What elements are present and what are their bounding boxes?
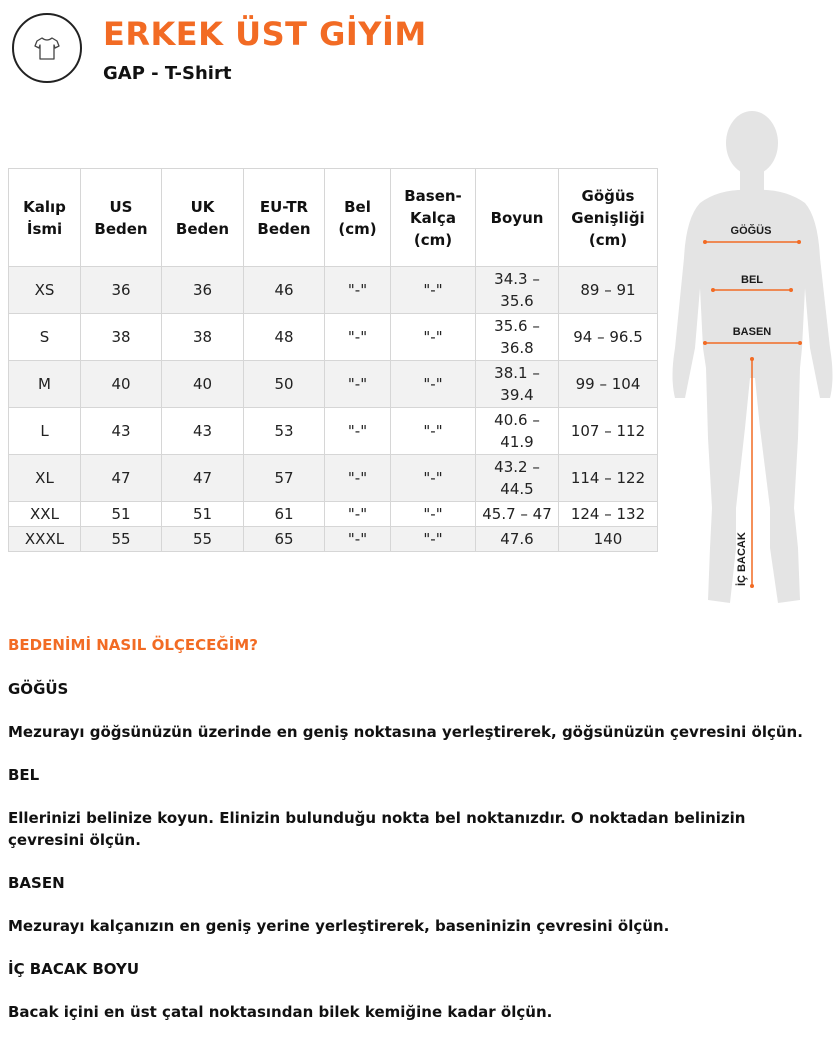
- column-header-eu-tr: EU-TR Beden: [244, 169, 325, 267]
- cell-hip: "-": [391, 267, 476, 314]
- cell-us-size: 43: [81, 408, 162, 455]
- table-row: [9, 361, 658, 408]
- cell-eu-tr-size: 61: [244, 502, 325, 527]
- cell-size-name: L: [9, 408, 81, 455]
- cell-us-size: 51: [81, 502, 162, 527]
- table-row: [9, 267, 658, 314]
- cell-waist: "-": [325, 455, 391, 502]
- cell-uk-size: 47: [162, 455, 244, 502]
- cell-eu-tr-size: 53: [244, 408, 325, 455]
- cell-hip: "-": [391, 408, 476, 455]
- tshirt-icon: [33, 34, 61, 62]
- cell-waist: "-": [325, 361, 391, 408]
- cell-waist: "-": [325, 408, 391, 455]
- column-header-neck: Boyun: [476, 169, 559, 267]
- cell-hip: "-": [391, 502, 476, 527]
- cell-size-name: XL: [9, 455, 81, 502]
- cell-eu-tr-size: 48: [244, 314, 325, 361]
- cell-neck: 47.6: [476, 527, 559, 552]
- product-subtitle: GAP - T-Shirt: [103, 63, 232, 84]
- cell-chest: 107 – 112: [559, 408, 658, 455]
- instruction-text: Bacak içini en üst çatal noktasından bilek kemiğine kadar ölçün.: [8, 1003, 553, 1021]
- table-row: [9, 502, 658, 527]
- table-row: [9, 314, 658, 361]
- column-header-size-name: Kalıp İsmi: [9, 169, 81, 267]
- cell-us-size: 55: [81, 527, 162, 552]
- cell-neck: 38.1 – 39.4: [476, 361, 559, 408]
- cell-hip: "-": [391, 527, 476, 552]
- table-body: [9, 267, 658, 552]
- cell-neck: 45.7 – 47: [476, 502, 559, 527]
- cell-eu-tr-size: 65: [244, 527, 325, 552]
- cell-us-size: 36: [81, 267, 162, 314]
- cell-chest: 114 – 122: [559, 455, 658, 502]
- cell-uk-size: 43: [162, 408, 244, 455]
- cell-chest: 94 – 96.5: [559, 314, 658, 361]
- cell-chest: 124 – 132: [559, 502, 658, 527]
- cell-neck: 40.6 – 41.9: [476, 408, 559, 455]
- instruction-text: Ellerinizi belinize koyun. Elinizin bulunduğu nokta bel noktanızdır. O noktadan belinizin çevresini ölçün.: [8, 809, 746, 849]
- cell-neck: 43.2 – 44.5: [476, 455, 559, 502]
- instruction-text: Mezurayı göğsünüzün üzerinde en geniş noktasına yerleştirerek, göğsünüzün çevresini ölçün.: [8, 723, 803, 741]
- cell-waist: "-": [325, 502, 391, 527]
- how-to-measure-section: [8, 634, 808, 1044]
- cell-hip: "-": [391, 361, 476, 408]
- column-header-us: US Beden: [81, 169, 162, 267]
- chest-label: GÖĞÜS: [730, 225, 772, 237]
- cell-hip: "-": [391, 455, 476, 502]
- cell-eu-tr-size: 57: [244, 455, 325, 502]
- cell-uk-size: 51: [162, 502, 244, 527]
- instruction-title: GÖĞÜS: [8, 680, 69, 698]
- cell-neck: 34.3 – 35.6: [476, 267, 559, 314]
- waist-label: BEL: [741, 274, 763, 286]
- measure-instructions: [8, 678, 808, 1023]
- cell-hip: "-": [391, 314, 476, 361]
- table-row: [9, 527, 658, 552]
- cell-size-name: XXL: [9, 502, 81, 527]
- how-to-measure-heading: BEDENİMİ NASIL ÖLÇECEĞİM?: [8, 636, 258, 654]
- page-title: ERKEK ÜST GİYİM: [103, 15, 427, 53]
- cell-neck: 35.6 – 36.8: [476, 314, 559, 361]
- cell-waist: "-": [325, 314, 391, 361]
- cell-eu-tr-size: 50: [244, 361, 325, 408]
- cell-eu-tr-size: 46: [244, 267, 325, 314]
- cell-uk-size: 40: [162, 361, 244, 408]
- cell-size-name: M: [9, 361, 81, 408]
- cell-size-name: S: [9, 314, 81, 361]
- cell-size-name: XS: [9, 267, 81, 314]
- cell-uk-size: 36: [162, 267, 244, 314]
- cell-us-size: 38: [81, 314, 162, 361]
- column-header-chest: Göğüs Genişliği (cm): [559, 169, 658, 267]
- table-row: [9, 408, 658, 455]
- hip-label: BASEN: [732, 326, 772, 338]
- cell-size-name: XXXL: [9, 527, 81, 552]
- column-header-waist: Bel (cm): [325, 169, 391, 267]
- cell-waist: "-": [325, 267, 391, 314]
- cell-waist: "-": [325, 527, 391, 552]
- cell-chest: 89 – 91: [559, 267, 658, 314]
- body-silhouette: [670, 108, 840, 608]
- cell-us-size: 40: [81, 361, 162, 408]
- instruction-title: BEL: [8, 766, 40, 784]
- cell-chest: 99 – 104: [559, 361, 658, 408]
- cell-chest: 140: [559, 527, 658, 552]
- size-chart-table: [8, 168, 658, 552]
- table-row: [9, 455, 658, 502]
- inseam-label: İÇ BACAK: [736, 532, 748, 586]
- cell-us-size: 47: [81, 455, 162, 502]
- instruction-title: BASEN: [8, 874, 65, 892]
- instruction-title: İÇ BACAK BOYU: [8, 960, 140, 978]
- column-header-uk: UK Beden: [162, 169, 244, 267]
- cell-uk-size: 38: [162, 314, 244, 361]
- body-measurement-figure: [670, 108, 840, 608]
- cell-uk-size: 55: [162, 527, 244, 552]
- tshirt-icon-badge: [12, 13, 82, 83]
- instruction-text: Mezurayı kalçanızın en geniş yerine yerleştirerek, baseninizin çevresini ölçün.: [8, 917, 670, 935]
- table-header-row: [9, 169, 658, 267]
- column-header-hip: Basen-Kalça (cm): [391, 169, 476, 267]
